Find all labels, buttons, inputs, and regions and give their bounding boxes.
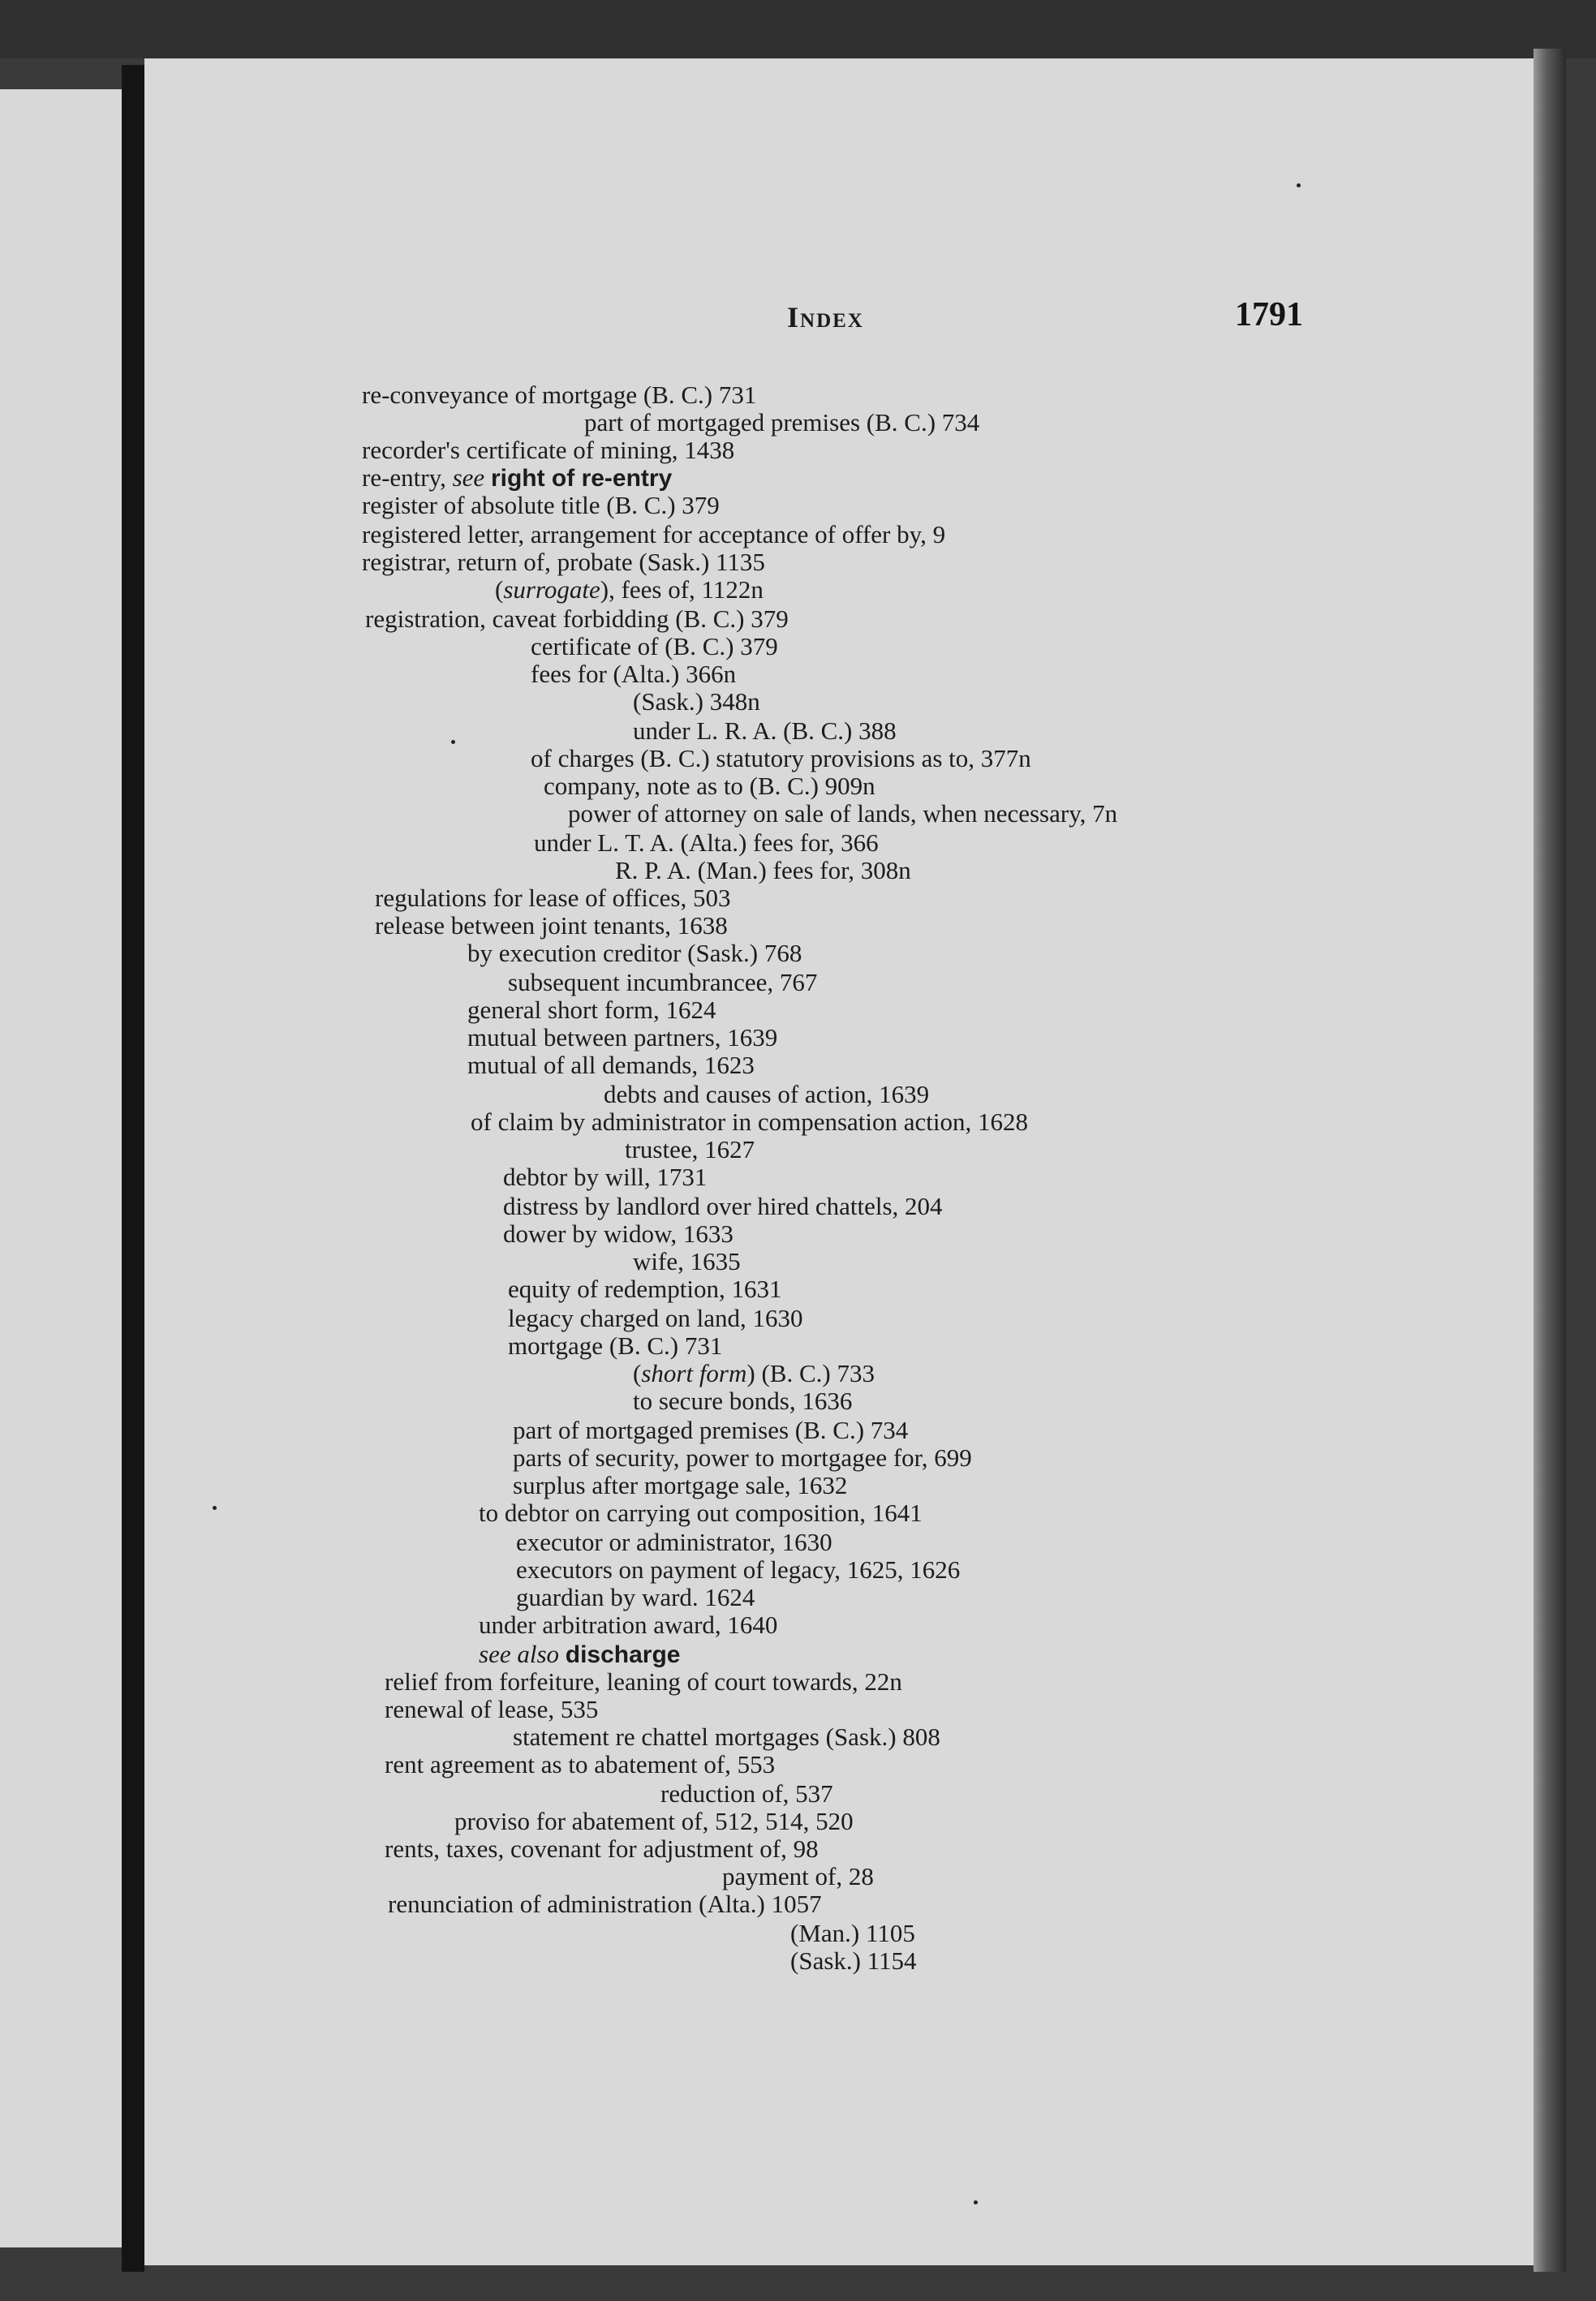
index-entry — [513, 1472, 847, 1499]
index-entry — [615, 857, 911, 884]
entry-pre-text: (Sask.) 1154 — [790, 1946, 917, 1975]
index-entry — [362, 492, 720, 519]
entry-pre-text: register of absolute title (B. C.) 379 — [362, 491, 720, 519]
index-entry — [633, 1387, 852, 1415]
entry-post-text: ), fees of, 1122n — [600, 575, 764, 604]
index-entry — [385, 1668, 902, 1696]
index-entry — [508, 969, 817, 996]
scan-speck — [1297, 183, 1301, 187]
entry-pre-text: surplus after mortgage sale, 1632 — [513, 1471, 848, 1499]
entry-pre-text: of claim by administrator in compensation action, 1628 — [471, 1107, 1029, 1136]
scan-background-top — [0, 0, 1596, 58]
index-entry — [790, 1947, 917, 1975]
scan-speck — [451, 740, 455, 744]
entry-post-text: ) (B. C.) 733 — [746, 1359, 875, 1387]
index-entry — [568, 800, 1117, 828]
entry-italic-text: short form — [641, 1359, 747, 1387]
entry-pre-text: power of attorney on sale of lands, when necessary, 7n — [568, 799, 1118, 828]
entry-pre-text: re-conveyance of mortgage (B. C.) 731 — [362, 381, 757, 409]
entry-pre-text: fees for (Alta.) 366n — [531, 660, 737, 688]
entry-pre-text: part of mortgaged premises (B. C.) 734 — [513, 1416, 909, 1444]
entry-pre-text: statement re chattel mortgages (Sask.) 808 — [513, 1723, 940, 1751]
page-number: 1791 — [1235, 296, 1303, 333]
index-entry — [513, 1723, 940, 1751]
index-entry — [625, 1136, 755, 1163]
entry-pre-text: certificate of (B. C.) 379 — [531, 632, 778, 660]
entry-pre-text: rents, taxes, covenant for adjustment of, 98 — [385, 1834, 819, 1863]
entry-pre-text: of charges (B. C.) statutory provisions as to, 377n — [531, 744, 1031, 772]
entry-italic-text: see also — [479, 1640, 566, 1668]
entry-pre-text: guardian by ward. 1624 — [516, 1583, 755, 1611]
facing-page-edge — [0, 89, 122, 2247]
entry-pre-text: legacy charged on land, 1630 — [508, 1304, 803, 1332]
entry-pre-text: re-entry, — [362, 463, 453, 492]
index-entry — [385, 1696, 598, 1723]
entry-pre-text: (Sask.) 348n — [633, 687, 760, 716]
entry-pre-text: mutual of all demands, 1623 — [467, 1051, 755, 1079]
index-entry — [516, 1584, 755, 1611]
index-entry — [385, 1751, 775, 1778]
entry-pre-text: ( — [495, 575, 504, 604]
index-entry — [790, 1920, 915, 1947]
entry-pre-text: registration, caveat forbidding (B. C.) 379 — [365, 604, 789, 633]
entry-pre-text: registrar, return of, probate (Sask.) 1135 — [362, 548, 765, 576]
index-entry — [722, 1863, 874, 1890]
entry-pre-text: under L. R. A. (B. C.) 388 — [633, 716, 897, 745]
entry-pre-text: trustee, 1627 — [625, 1135, 755, 1163]
entry-bold-text: discharge — [565, 1641, 681, 1668]
index-entry — [531, 745, 1031, 772]
entry-bold-text: right of re-entry — [490, 465, 673, 492]
index-entry — [660, 1780, 833, 1808]
index-entry — [544, 772, 875, 800]
index-entry — [362, 548, 765, 576]
index-entry — [479, 1611, 777, 1639]
book-binding-gutter — [122, 65, 144, 2272]
entry-pre-text: rent agreement as to abatement of, 553 — [385, 1750, 776, 1778]
index-entry — [471, 1108, 1028, 1136]
index-entry — [385, 1835, 819, 1863]
entry-pre-text: company, note as to (B. C.) 909n — [544, 772, 875, 800]
entry-pre-text: under arbitration award, 1640 — [479, 1611, 778, 1639]
index-entry — [516, 1556, 960, 1584]
index-entry — [365, 605, 789, 633]
index-entry — [584, 409, 979, 437]
index-entry — [375, 912, 728, 940]
index-entry — [467, 940, 802, 967]
page-stack-edge — [1534, 49, 1566, 2272]
index-entry — [516, 1529, 832, 1556]
entry-pre-text: general short form, 1624 — [467, 996, 716, 1024]
entry-pre-text: (Man.) 1105 — [790, 1919, 915, 1947]
entry-pre-text: renewal of lease, 535 — [385, 1695, 599, 1723]
index-entry — [362, 381, 756, 409]
entry-pre-text: subsequent incumbrancee, 767 — [508, 968, 818, 996]
index-entry — [362, 464, 672, 492]
entry-pre-text: recorder's certificate of mining, 1438 — [362, 436, 735, 464]
entry-italic-text: surrogate — [503, 575, 600, 604]
index-entry — [531, 633, 778, 660]
entry-pre-text: distress by landlord over hired chattels, 204 — [503, 1192, 943, 1220]
index-entry — [633, 1248, 741, 1275]
entry-pre-text: executors on payment of legacy, 1625, 1626 — [516, 1555, 961, 1584]
entry-pre-text: parts of security, power to mortgagee for, 699 — [513, 1443, 972, 1472]
entry-pre-text: R. P. A. (Man.) fees for, 308n — [615, 856, 911, 884]
page-title: Index — [787, 301, 864, 333]
entry-pre-text: mortgage (B. C.) 731 — [508, 1331, 723, 1360]
entry-pre-text: executor or administrator, 1630 — [516, 1528, 832, 1556]
index-entry — [467, 1052, 755, 1079]
index-entry — [633, 717, 897, 745]
index-entry — [362, 521, 945, 548]
entry-pre-text: dower by widow, 1633 — [503, 1219, 733, 1248]
index-entry — [508, 1332, 722, 1360]
index-entry — [479, 1641, 681, 1669]
index-entry — [633, 1360, 875, 1387]
entry-pre-text: relief from forfeiture, leaning of court towards, 22n — [385, 1667, 902, 1696]
entry-pre-text: ( — [633, 1359, 642, 1387]
index-entry — [495, 576, 764, 604]
index-entry — [467, 996, 716, 1024]
entry-pre-text: under L. T. A. (Alta.) fees for, 366 — [534, 828, 879, 857]
index-entry — [375, 884, 730, 912]
entry-pre-text: equity of redemption, 1631 — [508, 1275, 782, 1303]
entry-pre-text: proviso for abatement of, 512, 514, 520 — [454, 1807, 854, 1835]
entry-pre-text: mutual between partners, 1639 — [467, 1023, 778, 1052]
index-entry — [362, 437, 734, 464]
index-entry — [534, 829, 879, 857]
index-entry — [503, 1220, 733, 1248]
scan-speck — [974, 2200, 978, 2204]
index-entry — [513, 1444, 972, 1472]
index-entry — [454, 1808, 854, 1835]
index-entry — [513, 1417, 908, 1444]
index-entry — [479, 1499, 923, 1527]
scan-speck — [213, 1506, 217, 1510]
index-entry — [508, 1275, 782, 1303]
entry-pre-text: wife, 1635 — [633, 1247, 741, 1275]
entry-pre-text: payment of, 28 — [722, 1862, 874, 1890]
entry-italic-text: see — [452, 463, 491, 492]
entry-pre-text: part of mortgaged premises (B. C.) 734 — [584, 408, 980, 437]
entry-pre-text: reduction of, 537 — [660, 1779, 833, 1808]
entry-pre-text: registered letter, arrangement for acceptance of offer by, 9 — [362, 520, 946, 548]
entry-pre-text: debtor by will, 1731 — [503, 1163, 708, 1191]
entry-pre-text: to secure bonds, 1636 — [633, 1387, 853, 1415]
entry-pre-text: debts and causes of action, 1639 — [604, 1080, 930, 1108]
entry-pre-text: by execution creditor (Sask.) 768 — [467, 939, 802, 967]
entry-pre-text: to debtor on carrying out composition, 1641 — [479, 1499, 923, 1527]
index-entry — [503, 1193, 943, 1220]
index-entry — [467, 1024, 777, 1052]
index-entry — [503, 1163, 707, 1191]
index-entry — [388, 1890, 822, 1918]
index-entry — [531, 660, 736, 688]
entry-pre-text: release between joint tenants, 1638 — [375, 911, 728, 940]
index-entry — [633, 688, 760, 716]
entry-pre-text: regulations for lease of offices, 503 — [375, 884, 731, 912]
index-entry — [604, 1081, 929, 1108]
entry-pre-text: renunciation of administration (Alta.) 1057 — [388, 1890, 822, 1918]
index-entry — [508, 1305, 803, 1332]
